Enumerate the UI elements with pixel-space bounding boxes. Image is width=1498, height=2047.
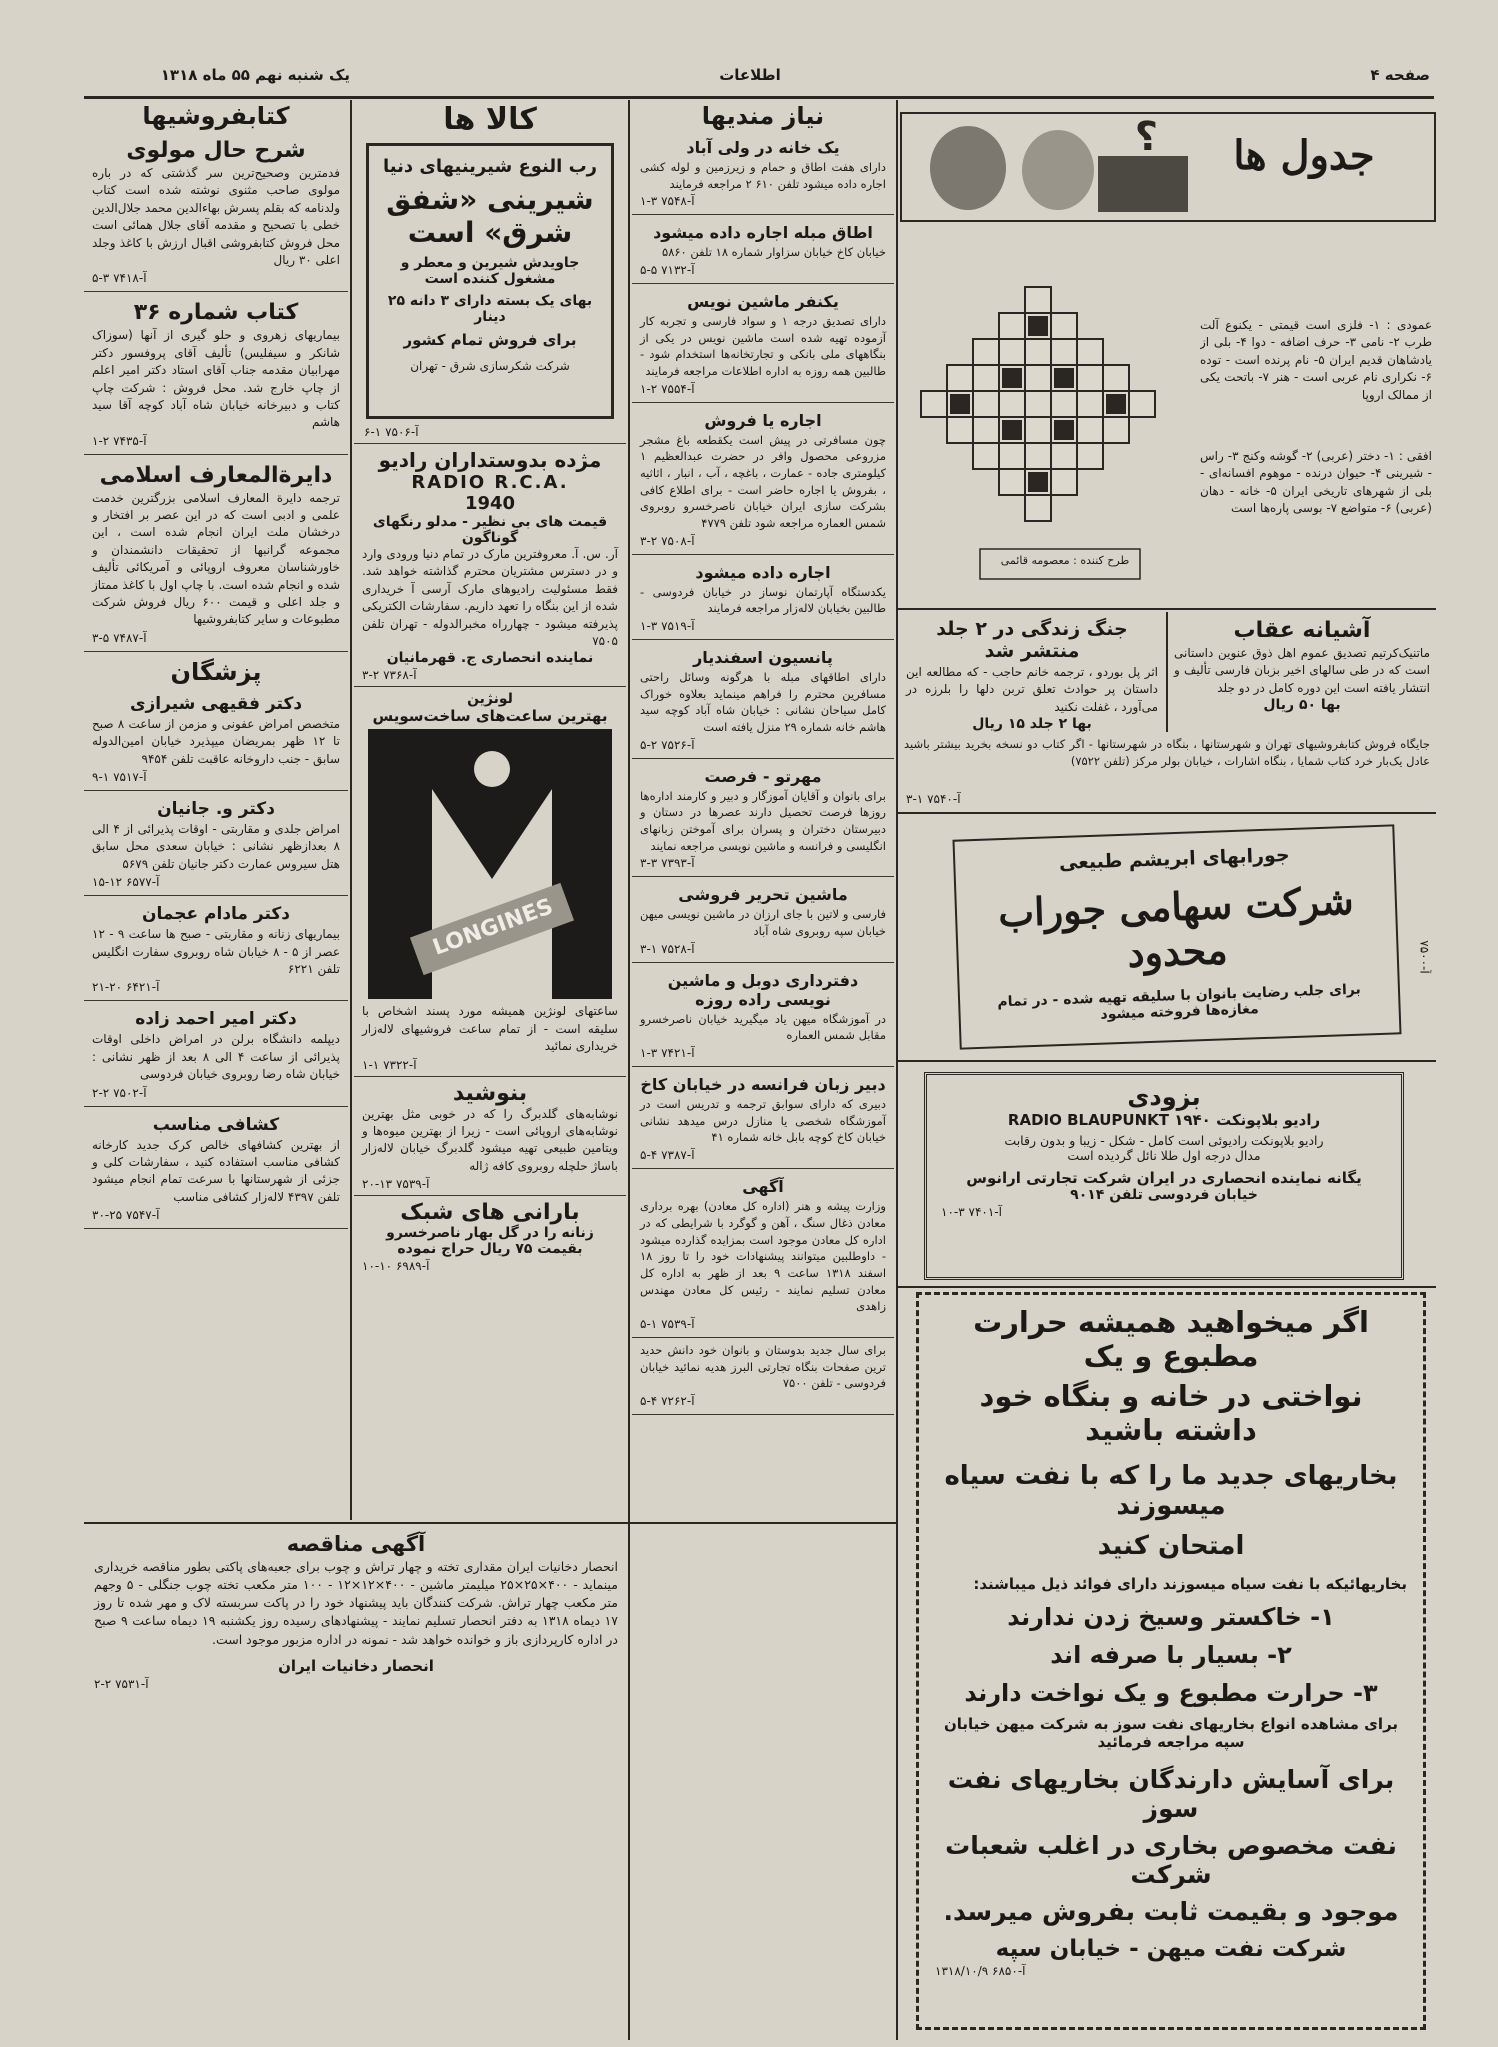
needs-item xyxy=(632,284,894,403)
section-rule xyxy=(898,1060,1436,1062)
ad-jurab-line3: برای جلب رضایت بانوان با سلیقه تهیه شده - در تمام مغازه‌ها فروخته میشود xyxy=(997,981,1361,1023)
needs-item-title: آگهی xyxy=(742,1177,784,1197)
needs-item-body: دارای اطاقهای مبله با هرگونه وسائل راحتی مسافرین محترم را فراهم مینماید بعلاوه خوراک کامل سیاحان نشانی : خیابان شاه آباد کوچه سید هاشم خانه شماره ۲۹ منزل یافته است xyxy=(640,670,886,735)
needs-item-code: آ-۷۱۳۲ ۵-۵ xyxy=(640,263,695,278)
ad-mihan-l10: برای آسایش دارندگان بخاریهای نفت سوز xyxy=(947,1765,1395,1823)
needs-item xyxy=(632,403,894,555)
needs-title: نیاز مندیها xyxy=(701,102,825,130)
ad-jang-code: آ-۷۵۴۰ ۱-۳ xyxy=(906,792,961,806)
ad-mihan xyxy=(916,1292,1426,2030)
ad-blaupunkt-code: آ-۷۴۰۱ ۳-۱۰ xyxy=(941,1205,1002,1219)
needs-item-body: دبیری که دارای سوابق ترجمه و تدریس است در آموزشگاه شخصی یا منازل درس میدهد نشانی خیابان کاخ کوچه بابل خانه شماره ۴۱ xyxy=(640,1097,886,1145)
svg-text:؟: ؟ xyxy=(1134,120,1158,160)
needs-item-body: دارای تصدیق درجه ۱ و سواد فارسی و تجربه کار آزموده تهیه شده است ماشین نویس در یکی از بنگاههای ملی بانکی و تجارتخانه‌ها استخدام شود - طالبین همه روزه به اداره اطلاعات مراجعه فرمایند xyxy=(640,314,887,379)
book-item-title: کتاب شماره ۳۶ xyxy=(133,300,299,326)
ad-tender-code: آ-۷۵۳۱ ۲-۲ xyxy=(94,1676,149,1691)
issue-date: یک شنبه نهم ۵۵ ماه ۱۳۱۸ xyxy=(160,66,350,84)
ad-mihan-l9: برای مشاهده انواع بخاریهای نفت سوز به شرکت میهن خیابان سپه مراجعه فرمائید xyxy=(943,1715,1399,1751)
needs-item xyxy=(632,130,894,215)
ad-jurab xyxy=(952,824,1401,1049)
doctor-item-title: دکتر فقیهی شیرازی xyxy=(129,693,303,714)
ad-benoshid-title: بنوشید xyxy=(452,1080,528,1106)
column-rule xyxy=(896,100,898,2040)
ad-jang-price: بها ۲ جلد ۱۵ ریال xyxy=(972,716,1092,733)
ad-barani xyxy=(354,1195,626,1277)
doctor-item-title: دکتر و. جانیان xyxy=(157,798,275,819)
crossword-title: جدول ها xyxy=(1233,132,1375,179)
ad-mihan-l8: ۳- حرارت مطبوع و یک نواخت دارند xyxy=(964,1679,1378,1707)
needs-item-body: یکدستگاه آپارتمان نوساز در خیابان فردوسی - طالبین بخیابان لاله‌زار مراجعه فرمایند xyxy=(640,584,886,616)
doctor-item-title: دکتر مادام عجمان xyxy=(141,904,291,925)
book-item-code: آ-۷۴۳۵ ۲-۱ xyxy=(92,433,147,448)
needs-item-body: برای بانوان و آقایان آموزگار و دبیر و کارمند اداره‌ها روزها فرصت تحصیل دارند عصرها در دستان و دبیرستان دختران و پسران برای آموختن زبانهای انگلیسی و فرانسه و ماشین نویسی مراجعه نمایند xyxy=(640,788,886,853)
ad-rca xyxy=(354,443,626,686)
doctor-item-body: امراض جلدی و مقاربتی - اوقات پذیرائی از ۴ الی ۸ بعدازظهر نشانی : خیابان سعدی محل سابق هتل سیروس عمارت دکتر جانیان تلفن ۵۶۷۹ xyxy=(92,821,340,871)
book-item xyxy=(84,130,348,292)
book-item xyxy=(84,292,348,454)
ad-barani-code: آ-۶۹۸۹ ۱۰-۱۰ xyxy=(362,1259,430,1274)
crossword-header-box xyxy=(900,112,1436,222)
ad-ashianeh-title: آشیانه عقاب xyxy=(1233,618,1371,643)
needs-item-code: آ-۷۵۵۴ ۲-۱ xyxy=(640,381,695,396)
needs-item-code: آ-۷۵۰۸ ۲-۳ xyxy=(640,533,695,548)
crossword-illustration xyxy=(908,120,1208,216)
doctor-item xyxy=(84,896,348,1001)
ad-sherq-l1: رب النوع شیرینیهای دنیا xyxy=(382,156,598,177)
needs-item-title: یک خانه در ولی آباد xyxy=(686,138,840,157)
ad-tender-signer: انحصار دخانیات ایران xyxy=(278,1656,434,1675)
column-rule xyxy=(628,1520,630,2040)
needs-item-title: دفترداری دوبل و ماشین نویسی راده روزه xyxy=(667,970,859,1009)
ad-blaupunkt xyxy=(924,1072,1404,1280)
books-doctors-column xyxy=(84,102,348,1520)
ad-rca-body: آر. س. آ. معروفترین مارک در تمام دنیا ورودی وارد و در دسترس مشتریان محترم گذاشته خواهد شد. فقط مسئولیت رادیوهای مارک آرسی آ خریداری شده از این بنگاه را تعهد داریم. سفارشات الکتریکی پذیرفته میشود - چهارراه مخبرالدوله - تهران تلفن ۷۵۰۵ xyxy=(362,547,618,648)
needs-item xyxy=(632,1169,894,1338)
ad-longines-title: لونژین xyxy=(467,691,513,708)
ad-blaupunkt-line1: رادیو بلاپونکت ۱۹۴۰ RADIO BLAUPUNKT xyxy=(1007,1111,1321,1129)
needs-item-code: آ-۷۵۴۸ ۳-۱ xyxy=(640,194,695,209)
ad-sherq-l5: برای فروش تمام کشور xyxy=(403,331,577,349)
ad-mihan-l5: بخاریهائیکه با نفت سیاه میسوزند دارای فوائد ذیل میباشند: xyxy=(973,1575,1407,1593)
ad-tender xyxy=(86,1528,626,2038)
ad-jurab-company: شرکت سهامی جوراب محدود xyxy=(997,877,1355,976)
section-rule xyxy=(84,1522,896,1524)
ad-tender-title: آگهی مناقصه xyxy=(286,1532,426,1556)
books-title: کتابفروشیها xyxy=(142,102,290,130)
needs-item-code: آ-۷۳۹۳ ۳-۳ xyxy=(640,856,695,871)
ad-sherq-l6: شرکت شکرسازی شرق - تهران xyxy=(410,359,570,373)
needs-item-title: دبیر زبان فرانسه در خیابان کاخ xyxy=(640,1075,886,1095)
ad-sherq-l4: بهای یک بسته دارای ۳ دانه ۲۵ دینار xyxy=(387,293,593,325)
ad-blaupunkt-line5: خیابان فردوسی تلفن ۹۰۱۴ xyxy=(1070,1187,1258,1203)
ad-rca-title: مژده بدوستداران رادیو xyxy=(378,448,602,472)
crossword-vertical-clues: عمودی : ۱- فلزی است قیمتی - یکنوع آلت طرب ۲- نامی ۳- حرف اضافه - دوا ۴- بلی از یادشاهان قدیم ایران ۵- نام پرنده است - توده ۶- نکراری نام عربی است - هنر ۷- باتحت یکی از ممالک اروپا xyxy=(1200,318,1432,402)
needs-item-code: آ-۷۵۲۸ ۱-۳ xyxy=(640,941,695,956)
ad-benoshid xyxy=(354,1076,626,1196)
watch-illustration xyxy=(372,729,612,999)
ad-ashianeh-body: ماتنیک‌کرتیم تصدیق عموم اهل ذوق عنوین داستانی است که در طی سالهای اخیر بزبان فارسی تألیف و انتشار یافته است این دوره کامل در دو جلد xyxy=(1174,646,1430,695)
ad-sherq-l3: جاویدش شیرین و معطر و مشغول کننده است xyxy=(400,255,580,287)
header-rule xyxy=(84,96,1434,99)
doctor-item-body: دیپلمه دانشگاه برلن در امراض داخلی اوقات پذیرائی از ساعت ۴ الی ۸ بعد از ظهر نشانی : خیابان شاه رضا روبروی خیابان فردوسی xyxy=(92,1032,340,1082)
needs-item xyxy=(632,759,894,878)
goods-title: کالا ها xyxy=(443,102,537,137)
needs-item-title: اجاره داده میشود xyxy=(695,562,831,582)
ad-sherq-code: آ-۷۵۰۶ ۱-۶ xyxy=(364,425,419,439)
doctors-list xyxy=(84,686,348,1229)
section-rule xyxy=(898,1286,1436,1288)
doctor-item-code: آ-۷۵۱۷ ۱-۹ xyxy=(92,769,147,784)
page-number: صفحه ۴ xyxy=(1370,66,1430,84)
doctor-item xyxy=(84,686,348,791)
ad-benoshid-code: آ-۷۵۳۹ ۱۳-۲۰ xyxy=(362,1177,430,1192)
ad-blaupunkt-line2: رادیو بلاپونکت رادیوئی است کامل - شکل - زیبا و بدون رقابت xyxy=(1004,1133,1324,1148)
ad-benoshid-body: نوشابه‌های گلدبرگ را که در خوبی مثل بهترین نوشابه‌های اروپائی است - زیرا از بهترین میوه‌ها و ویتامین طبیعی تهیه میشود گلدبرگ خیابان لاله‌زار باساژ حلچله روبروی کافه ژاله xyxy=(362,1106,618,1173)
book-item-title: دایرةالمعارف اسلامی xyxy=(99,462,333,488)
needs-item xyxy=(632,963,894,1067)
ad-longines-body: ساعتهای لونژین همیشه مورد پسند اشخاص با سلیقه است - از تمام ساعت فروشیهای لاله‌زار خریداری نمائید xyxy=(362,1004,618,1054)
doctor-item-code: آ-۶۴۲۱ ۲۰-۲۱ xyxy=(92,980,160,995)
goods-column xyxy=(354,102,626,1520)
doctor-item xyxy=(84,1107,348,1230)
ad-longines-sub: بهترین ساعت‌های ساخت‌سویس xyxy=(372,707,608,726)
ad-mihan-l1: اگر میخواهید همیشه حرارت مطبوع و یک xyxy=(973,1305,1369,1373)
needs-item xyxy=(632,1067,894,1169)
crossword-section xyxy=(900,102,1436,602)
ad-rca-year: 1940 xyxy=(464,493,516,514)
ad-mihan-l12: موجود و بقیمت ثابت بفروش میرسد. xyxy=(943,1897,1399,1926)
doctor-item-body: از بهترین کشافهای خالص کرک جدید کارخانه کشافی مناسب استفاده کنید ، سفارشات کلی و جزئی از شهرستانها با سرعت تمام انجام میشود تلفن ۴۳۹۷ لاله‌زار کشافی مناسب xyxy=(92,1137,340,1204)
doctor-item-code: آ-۷۵۰۲ ۲-۲ xyxy=(92,1085,147,1100)
ad-jurab-code: آ-۷۵۰۰ xyxy=(1417,940,1432,974)
needs-item-body: فارسی و لاتین با جای ارزان در ماشین نویسی میهن خیابان سپه روبروی شاه آباد xyxy=(640,907,886,939)
ad-mihan-code: ۱۳۱۸/۱۰/۹ آ-۶۸۵۰ xyxy=(935,1964,1026,1978)
needs-item-title: پانسیون اسفندیار xyxy=(693,648,833,668)
ad-jang-footer: جایگاه فروش کتابفروشیهای تهران و شهرستانها ، بنگاه در شهرستانها - اگر کتاب دو نسخه بخرید بیشتر باشید عادل یک‌بار خرد کتاب شمایا ، بنگاه اشارات ، خیابان بولر مرکز (تلفن ۷۵۲۲) xyxy=(904,737,1430,768)
doctor-item-title: کشافی مناسب xyxy=(152,1114,280,1135)
needs-item-title: ماشین تحریر فروشی xyxy=(678,885,848,905)
doctor-item-body: بیماریهای زنانه و مقاربتی - صبح ها ساعت ۹ - ۱۲ عصر از ۵ - ۸ خیابان شاه روبروی سفارت انگلیس تلفن ۶۲۲۱ xyxy=(92,927,340,976)
needs-item-title: اطاق مبله اجاره داده میشود xyxy=(653,223,873,243)
ad-blaupunkt-line3: مدال درجه اول طلا نائل گردیده است xyxy=(1067,1148,1261,1163)
ad-mihan-l4: امتحان کنید xyxy=(1097,1531,1245,1561)
needs-item xyxy=(632,215,894,284)
ad-divider xyxy=(1166,612,1168,732)
needs-item-code: آ-۷۵۱۹ ۳-۱ xyxy=(640,619,695,634)
doctors-title: پزشگان xyxy=(170,657,262,686)
ad-mihan-l2: نواختی در خانه و بنگاه خود داشته باشید xyxy=(979,1379,1363,1447)
crossword-designer: طرح کننده : معصومه قائمی xyxy=(1000,554,1130,567)
needs-list xyxy=(632,130,894,1415)
needs-item-body: چون مسافرتی در پیش است یکقطعه باغ مشجر مزروعی محصول وافر در حضرت عبدالعظیم ۱ کیلومتری جاده - عمارت ، باغچه ، آب ، انبار ، اثاثیه ، بفروش یا اجاره حاضر است - برای اطلاع کافی بشرکت سازی ایران خیابان ناصرخسرو روبروی شمس العماره مراجعه شود تلفن ۴۷۷۹ xyxy=(640,432,886,531)
book-item-body: فدمترین وصحیح‌ترین سر گذشتی که در باره مولوی صاحب مثنوی نوشته شده است کتاب ولدنامه که بقلم پسرش بهاءالدین محمد جلال‌الدین خطی با تصحیح و مقدمه آقای جلال همائی است محل فروش کتابفروشی اقبال ارزش با کاغذ وجلد اعلی ۳۰ ریال xyxy=(92,166,340,267)
column-rule xyxy=(350,100,352,1520)
book-item xyxy=(84,455,348,652)
needs-item-code: آ-۷۵۳۹ ۱-۵ xyxy=(640,1316,695,1331)
ad-longines xyxy=(354,686,626,1075)
ad-sherq xyxy=(366,143,614,419)
needs-item xyxy=(632,1338,894,1415)
book-item-body: بیماریهای زهروی و حلو گیری از آنها (سوزاک شانکر و سیفلیس) تألیف آقای پروفسور دکتر مهرابیان مقدمه جناب آقای استاد دکتر امیر اعلم از چاپ خارج شد. محل فروش : شرکت چاپ کتاب و دبیرخانه خیابان شاه آباد کوچه آقا سید هاشم xyxy=(92,328,340,430)
needs-item-body: برای سال جدید بدوستان و بانوان خود دانش حدید ترین صفحات بنگاه تجارتی البرز هدیه نمائید خیابان فردوسی - تلفن ۷۵۰۰ xyxy=(640,1342,886,1391)
doctor-item-body: متخصص امراض عفونی و مزمن از ساعت ۸ صبح تا ۱۲ ظهر بمریضان میپذیرد خیابان امین‌الدوله سابق - جنب داروخانه عاقبت تلفن ۹۴۵۴ xyxy=(92,716,341,766)
books-list xyxy=(84,130,348,652)
needs-item xyxy=(632,877,894,962)
doctor-item-title: دکتر امیر احمد زاده xyxy=(135,1009,297,1030)
column-rule xyxy=(628,100,630,1520)
section-rule xyxy=(898,608,1436,610)
needs-item-body: دارای هفت اطاق و حمام و زیرزمین و لوله کشی اجاره داده میشود تلفن ۶۱۰ ۲ مراجعه فرمایند xyxy=(640,160,886,191)
doctor-item xyxy=(84,1001,348,1106)
ad-mihan-l6: ۱- خاکستر وسیخ زدن ندارند xyxy=(1007,1603,1335,1631)
needs-item-title: مهرتو - فرصت xyxy=(704,766,822,786)
ad-jang-title: جنگ زندگی در ۲ جلد منتشر شد xyxy=(936,618,1128,662)
ad-tender-body: انحصار دخانیات ایران مقداری تخته و چهار تراش و چوب برای جعبه‌های پاکتی بطور مناقصه خریداری مینماید - ۴۰۰×۲۵×۲۵ میلیمتر ماشین - ۴۰۰×۱۲×۱۲ - ۱۰۰ متر مکعب تخته چوب جنگلی - ۵ وجهم متر مکعب چهار تراش. شرکت کنندگان باید پیشنهاد خود را در پاکت سربسته لاک و مهر شده تا روز ۱۷ دیماه ۱۳۱۸ به دفتر انحصار تسلیم نمایند - پیشنهادهای رسیده روز یکشنبه ۱۹ دیماه ساعت ۹ صبح در اداره کارپردازی باز و خوانده خواهد شد - نمونه در اداره مزبور موجود است. xyxy=(94,1559,618,1647)
section-rule xyxy=(898,812,1436,814)
ad-barani-body: زنانه را در گل بهار ناصرخسرو بقیمت ۷۵ ریال حراج نموده xyxy=(386,1225,594,1258)
doctor-item-code: آ-۶۵۷۷ ۱۲-۱۵ xyxy=(92,875,160,890)
book-item-code: آ-۷۴۱۸ ۳-۵ xyxy=(92,271,147,286)
ad-sherq-l2: شیرینی «شفق شرق» است xyxy=(386,183,594,249)
needs-item-body: خیابان کاخ خیابان سزاوار شماره ۱۸ تلفن ۵۸۶۰ xyxy=(662,245,886,260)
ad-blaupunkt-line4: یگانه نماینده انحصاری در ایران شرکت تجارتی ارانوس xyxy=(966,1169,1362,1187)
ad-mihan-l3: بخاریهای جدید ما را که با نفت سیاه میسوزند xyxy=(944,1461,1398,1521)
ad-longines-brand: LONGINES xyxy=(429,894,557,962)
book-item-body: ترجمه دایرة المعارف اسلامی بزرگترین خدمت علمی و ادبی است که در این عصر بر افتخار و درخشان ملت ایران انجام شده است ، این مجموعه گرانبها از تحقیقات دانشمندان و خاورشناسان معروف اروپائی و آمریکائی تألیف شده و انجام شده است. با چاپ اول با کاغذ ممتاز و جلد اعلی و قیمت ۶۰۰ ریال فروش شرکت مطبوعات و سایر کتابفروشیها xyxy=(92,490,340,627)
ad-ashianeh-price: بها ۵۰ ریال xyxy=(1263,697,1341,714)
newspaper-name: اطلاعات xyxy=(719,66,781,84)
crossword-horizontal-clues: افقی : ۱- دختر (عربی) ۲- گوشه وکنج ۳- راس - شیرینی ۴- حیوان درنده - موهوم افسانه‌ای - بلی از شهرهای تاریخی ایران ۵- خانه - دهان (عربی) ۶- متواضع ۷- بوسی پاره‌ها است xyxy=(1200,449,1432,516)
needs-item-body: در آموزشگاه میهن یاد میگیرید خیابان ناصرخسرو مقابل شمس العماره xyxy=(640,1011,886,1043)
needs-item xyxy=(632,640,894,759)
needs-item-title: اجاره یا فروش xyxy=(704,410,822,430)
needs-column xyxy=(632,102,894,1520)
needs-item-body: وزارت پیشه و هنر (اداره کل معادن) بهره برداری معادن ذغال سنگ ، آهن و گوگرد با شرایطی که در اداره کل معادن موجود است بمزایده گذارده میشود - داوطلبین میتوانند پیشنهادات خود را تا روز ۱۸ اسفند ۱۳۱۸ ساعت ۹ بعد از ظهر به اداره کل معادن تسلیم نمایند - رئیس کل معادن مهندس زاهدی xyxy=(640,1199,887,1314)
doctor-item xyxy=(84,791,348,896)
needs-item-code: آ-۷۴۲۱ ۳-۱ xyxy=(640,1046,695,1061)
doctor-item-code: آ-۷۵۴۷ ۲۵-۳۰ xyxy=(92,1208,160,1223)
ad-barani-title: بارانی های شبک xyxy=(400,1200,580,1226)
ad-mihan-l11: نفت مخصوص بخاری در اغلب شعبات شرکت xyxy=(945,1831,1397,1889)
ad-blaupunkt-title: بزودی xyxy=(1127,1083,1201,1111)
ad-rca-code: آ-۷۳۶۸ ۲-۳ xyxy=(362,668,417,683)
needs-item-title: یکنفر ماشین نویس xyxy=(687,292,839,312)
needs-item-code: آ-۷۵۲۶ ۲-۵ xyxy=(640,737,695,752)
ad-mihan-l7: ۲- بسیار با صرفه اند xyxy=(1050,1641,1292,1669)
ad-jang-body: اثر پل بوردو ، ترجمه خانم حاجب - که مطالعه این داستان پر حوادث تعلق تربن دلها را بلرزه در می‌آورد ، غفلت نکنید xyxy=(906,665,1158,714)
needs-item-code: آ-۷۳۸۷ ۴-۵ xyxy=(640,1148,695,1163)
ad-longines-code: آ-۷۳۲۲ ۱-۱ xyxy=(362,1057,417,1072)
needs-item xyxy=(632,555,894,640)
ad-rca-sub: قیمت های بی نظیر - مدلو رنگهای گوناگون xyxy=(372,514,608,546)
book-item-title: شرح حال مولوی xyxy=(126,138,306,163)
ad-rca-rep: نماینده انحصاری ج. قهرمانیان xyxy=(386,650,594,667)
book-item-code: آ-۷۴۸۷ ۵-۳ xyxy=(92,630,147,645)
longines-illustration xyxy=(368,729,612,999)
ad-rca-brand: RADIO R.C.A. xyxy=(411,472,569,493)
ad-jurab-line1: جورابهای ابریشم طبیعی xyxy=(1058,844,1290,875)
needs-item-code: آ-۷۲۶۲ ۴-۵ xyxy=(640,1393,695,1408)
ad-mihan-l13: شرکت نفت میهن - خیابان سپه xyxy=(995,1936,1347,1962)
